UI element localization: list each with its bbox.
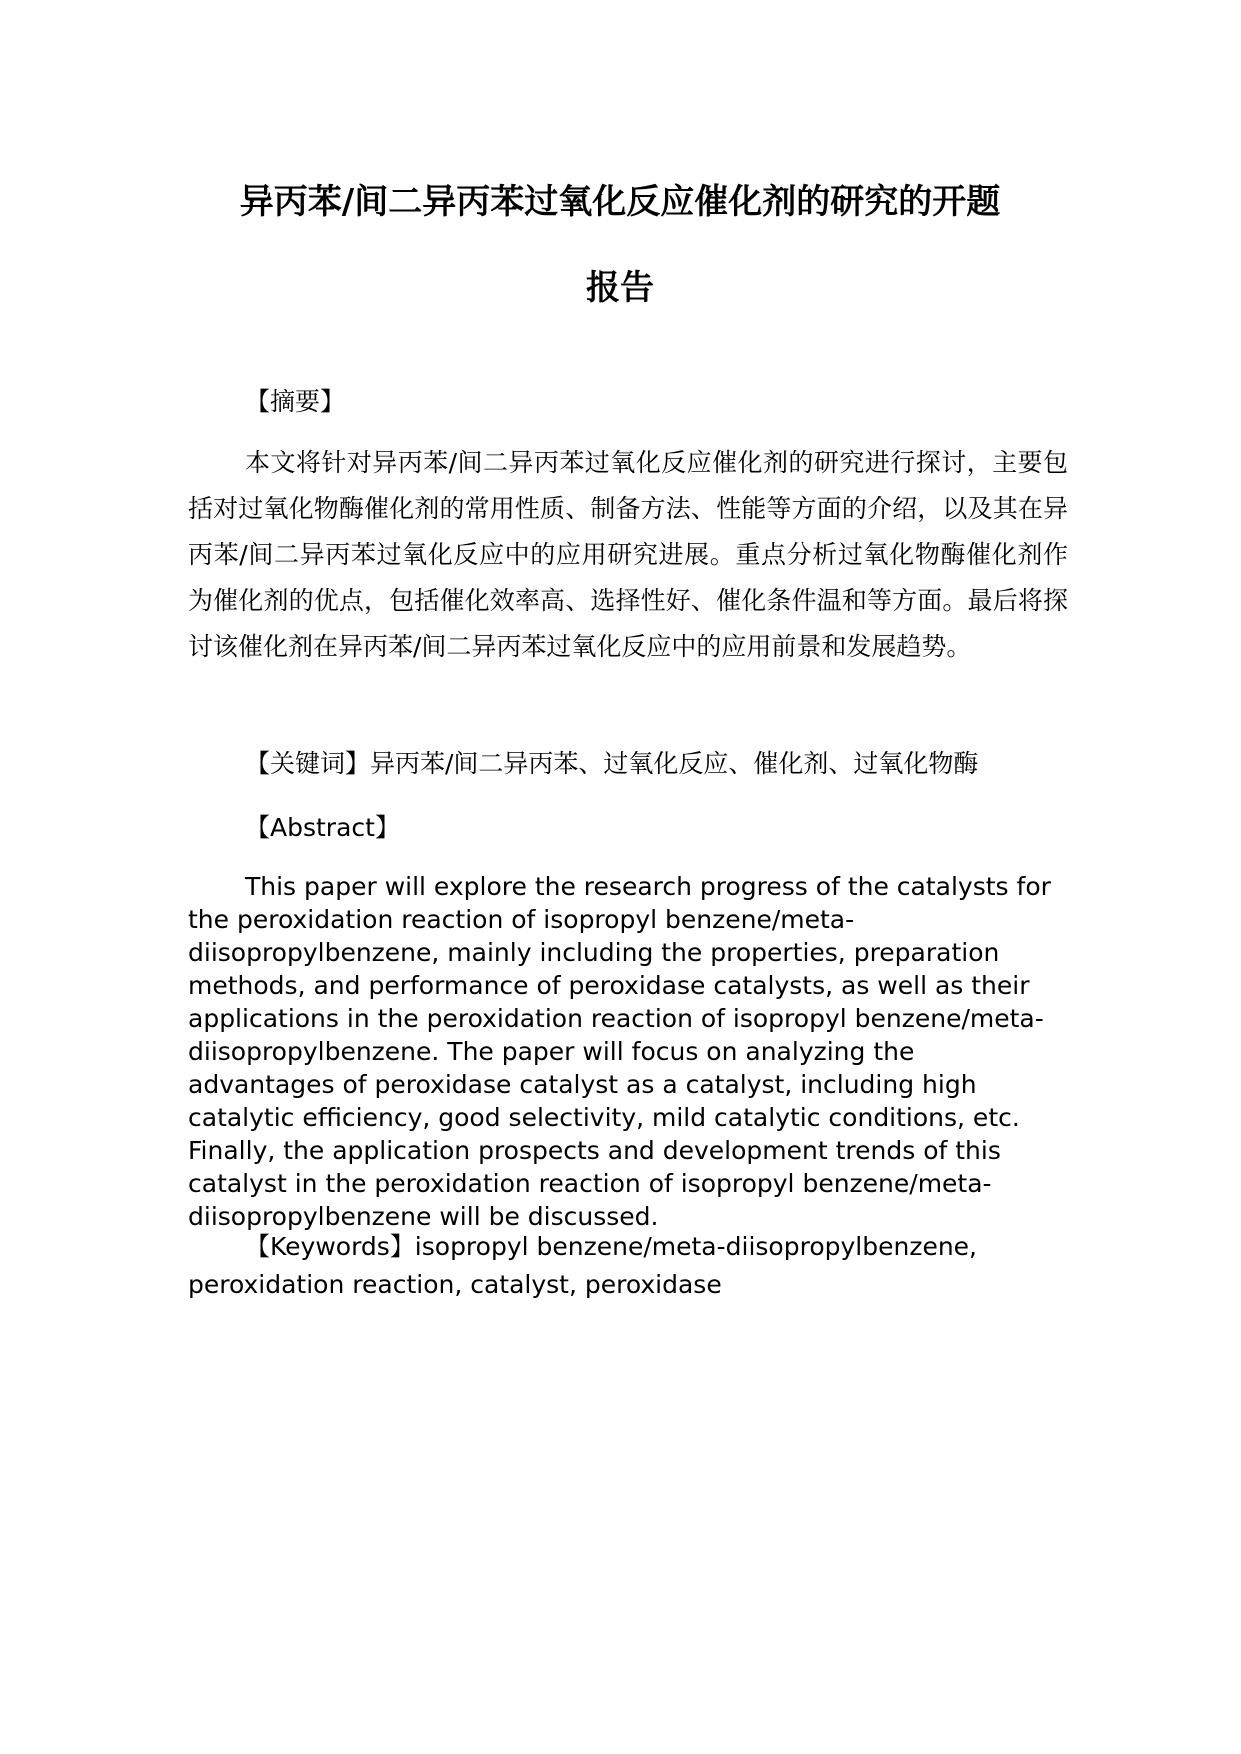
abstract-en-body: This paper will explore the research progress of the catalysts for the peroxidation reaction of isopropyl benzene/meta-diisopropylbenzene, mainly including the properties, preparation methods, and performance of peroxidase catalysts, as well as their applications in the peroxidation reaction of isopropyl benzene/meta-diisopropylbenzene. The paper will focus on analyzing the advantages of peroxidase catalyst as a catalyst, including high catalytic efficiency, good selectivity, mild catalytic conditions, etc. Finally, the application prospects and development trends of this catalyst in the peroxidation reaction of isopropyl benzene/meta-diisopropylbenzene will be discussed.: [188, 872, 1051, 1231]
keywords-en: 【Keywords】isopropyl benzene/meta-diisopropylbenzene, peroxidation reaction, catalyst, peroxidase: [188, 1232, 977, 1299]
document-title-line2: 报告: [586, 268, 654, 308]
abstract-en-heading: 【Abstract】: [245, 813, 400, 842]
keywords-cn: 【关键词】异丙苯/间二异丙苯、过氧化反应、催化剂、过氧化物酶: [245, 749, 979, 778]
document-title-line1: 异丙苯/间二异丙苯过氧化反应催化剂的研究的开题: [239, 182, 1001, 222]
abstract-cn-heading: 【摘要】: [245, 387, 346, 416]
abstract-cn-body: 本文将针对异丙苯/间二异丙苯过氧化反应催化剂的研究进行探讨，主要包括对过氧化物酶催化剂的常用性质、制备方法、性能等方面的介绍，以及其在异丙苯/间二异丙苯过氧化反应中的应用研究进展。重点分析过氧化物酶催化剂作为催化剂的优点，包括催化效率高、选择性好、催化条件温和等方面。最后将探讨该催化剂在异丙苯/间二异丙苯过氧化反应中的应用前景和发展趋势。: [188, 448, 1068, 661]
